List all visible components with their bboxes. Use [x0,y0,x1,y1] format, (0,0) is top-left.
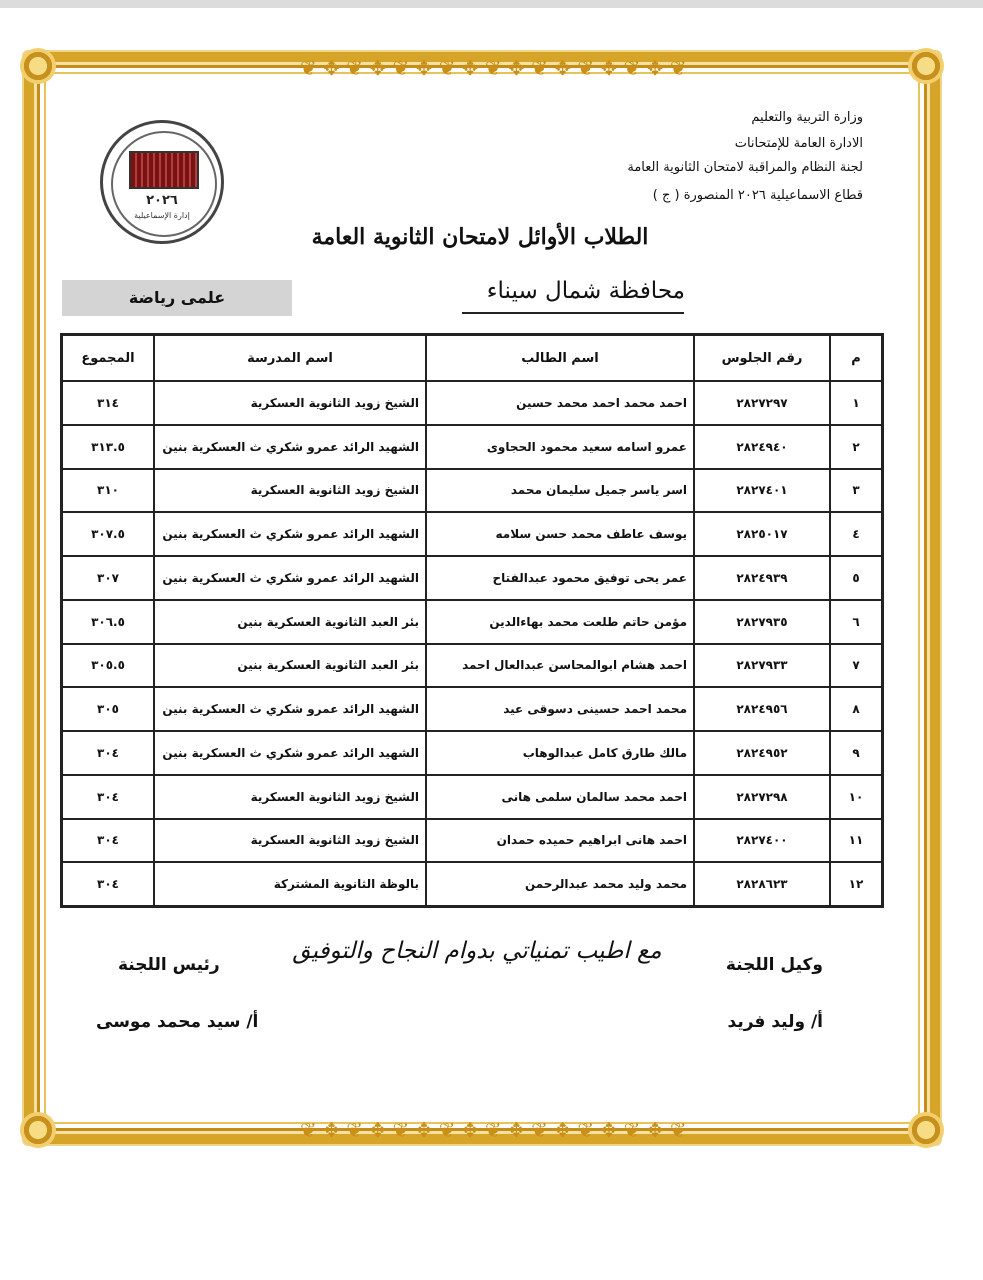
school-name: بالوظة الثانوية المشتركة [154,862,426,906]
row-index: ١١ [830,819,882,863]
seat-number: ٢٨٢٥٠١٧ [694,512,830,556]
row-index: ٧ [830,644,882,688]
seat-number: ٢٨٢٨٦٢٣ [694,862,830,906]
frame-corner-ornament [908,1112,944,1148]
table-row [62,381,882,425]
school-name: الشيخ زويد الثانوية العسكرية [154,775,426,819]
table-row [62,512,882,556]
student-name: احمد محمد سالمان سلمى هانى [426,775,694,819]
seat-number: ٢٨٢٤٩٥٢ [694,731,830,775]
header-committee: لجنة النظام والمراقبة لامتحان الثانوية العامة [627,160,863,175]
frame-corner-ornament [908,48,944,84]
row-index: ٤ [830,512,882,556]
seat-number: ٢٨٢٧٩٣٣ [694,644,830,688]
total-score: ٣٠٥ [62,687,154,731]
seat-number: ٢٨٢٤٩٤٠ [694,425,830,469]
school-name: الشهيد الرائد عمرو شكري ث العسكرية بنين [154,731,426,775]
student-name: احمد محمد احمد محمد حسين [426,381,694,425]
column-header-name: اسم الطالب [426,335,694,381]
table-row [62,731,882,775]
total-score: ٣١٤ [62,381,154,425]
seat-number: ٢٨٢٧٢٩٧ [694,381,830,425]
deputy-name: أ/ وليد فريد [727,1012,823,1032]
seat-number: ٢٨٢٤٩٣٩ [694,556,830,600]
page-title: الطلاب الأوائل لامتحان الثانوية العامة [311,224,649,250]
governorate-underline [462,312,684,314]
row-index: ٩ [830,731,882,775]
total-score: ٣٠٤ [62,731,154,775]
school-name: الشهيد الرائد عمرو شكري ث العسكرية بنين [154,425,426,469]
total-score: ٣١٠ [62,469,154,513]
table-row [62,819,882,863]
total-score: ٣٠٤ [62,862,154,906]
results-table [60,333,884,908]
total-score: ٣٠٤ [62,819,154,863]
header-department: الادارة العامة للإمتحانات [734,136,863,151]
school-name: الشيخ زويد الثانوية العسكرية [154,469,426,513]
track-label: علمى رياضة [62,280,292,316]
row-index: ٣ [830,469,882,513]
school-name: الشيخ زويد الثانوية العسكرية [154,381,426,425]
seal-building-icon [129,151,199,189]
top-strip [0,0,983,8]
total-score: ٣١٣.٥ [62,425,154,469]
seat-number: ٢٨٢٧٤٠٠ [694,819,830,863]
column-header-total: المجموع [62,335,154,381]
school-name: الشهيد الرائد عمرو شكري ث العسكرية بنين [154,687,426,731]
student-name: محمد وليد محمد عبدالرحمن [426,862,694,906]
school-name: الشهيد الرائد عمرو شكري ث العسكرية بنين [154,556,426,600]
student-name: مؤمن حاتم طلعت محمد بهاءالدين [426,600,694,644]
school-name: بئر العبد الثانوية العسكرية بنين [154,600,426,644]
wishes-text: مع اطيب تمنياتي بدوام النجاح والتوفيق [292,938,662,964]
row-index: ٢ [830,425,882,469]
seal-caption: إدارة الإسماعيلية [134,211,190,220]
seat-number: ٢٨٢٤٩٥٦ [694,687,830,731]
frame-corner-ornament [20,1112,56,1148]
column-header-seat: رقم الجلوس [694,335,830,381]
deputy-title: وكيل اللجنة [725,955,823,975]
table-row [62,425,882,469]
row-index: ٨ [830,687,882,731]
row-index: ٦ [830,600,882,644]
table-row [62,775,882,819]
total-score: ٣٠٥.٥ [62,644,154,688]
header-sector: قطاع الاسماعيلية ٢٠٢٦ المنصورة ( ج ) [652,188,863,203]
row-index: ١٢ [830,862,882,906]
row-index: ١ [830,381,882,425]
governorate-label: محافظة شمال سيناء [486,278,685,304]
frame-top-ornament: ❦ ✥ ❦ ✥ ❦ ✥ ❦ ✥ ❦ ✥ ❦ ✥ ❦ ✥ ❦ ✥ ❦ [300,56,687,80]
total-score: ٣٠٧ [62,556,154,600]
seat-number: ٢٨٢٧٤٠١ [694,469,830,513]
column-header-index: م [830,335,882,381]
table-row [62,644,882,688]
table-header-row [62,335,882,381]
school-name: الشيخ زويد الثانوية العسكرية [154,819,426,863]
column-header-school: اسم المدرسة [154,335,426,381]
table-row [62,600,882,644]
total-score: ٣٠٦.٥ [62,600,154,644]
table-row [62,687,882,731]
table-row [62,862,882,906]
seat-number: ٢٨٢٧٢٩٨ [694,775,830,819]
frame-bottom-ornament: ❦ ✥ ❦ ✥ ❦ ✥ ❦ ✥ ❦ ✥ ❦ ✥ ❦ ✥ ❦ ✥ ❦ [300,1118,687,1142]
student-name: احمد هانى ابراهيم حميده حمدان [426,819,694,863]
student-name: يوسف عاطف محمد حسن سلامه [426,512,694,556]
seat-number: ٢٨٢٧٩٣٥ [694,600,830,644]
header-ministry: وزارة التربية والتعليم [751,110,863,125]
student-name: مالك طارق كامل عبدالوهاب [426,731,694,775]
total-score: ٣٠٤ [62,775,154,819]
table-row [62,556,882,600]
student-name: عمرو اسامه سعيد محمود الحجاوى [426,425,694,469]
page-bottom-margin [0,1160,983,1280]
student-name: احمد هشام ابوالمحاسن عبدالعال احمد [426,644,694,688]
school-name: بئر العبد الثانوية العسكرية بنين [154,644,426,688]
chairman-title: رئيس اللجنة [118,955,220,975]
student-name: اسر ياسر جميل سليمان محمد [426,469,694,513]
chairman-name: أ/ سيد محمد موسى [96,1012,259,1032]
table-row [62,469,882,513]
school-name: الشهيد الرائد عمرو شكري ث العسكرية بنين [154,512,426,556]
student-name: عمر يحى توفيق محمود عبدالفتاح [426,556,694,600]
row-index: ١٠ [830,775,882,819]
total-score: ٣٠٧.٥ [62,512,154,556]
seal-year: ٢٠٢٦ [146,193,178,208]
row-index: ٥ [830,556,882,600]
frame-corner-ornament [20,48,56,84]
student-name: محمد احمد حسينى دسوقى عيد [426,687,694,731]
